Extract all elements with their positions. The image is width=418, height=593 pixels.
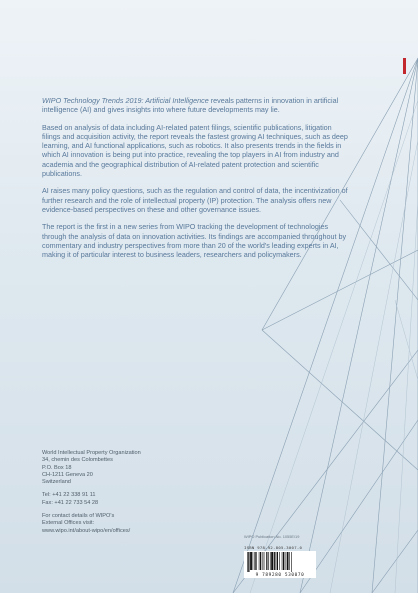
barcode-bar	[287, 552, 289, 570]
red-accent-mark	[403, 58, 406, 74]
barcode-bar	[276, 552, 277, 570]
barcode-bar	[248, 552, 249, 572]
description-paragraph-2: Based on analysis of data including AI-related patent filings, scientific publications, litigation filings and acquisition activity, the report reveals the fastest growing AI techniques, such as deep learning, and AI functional applications, such as robotics. It also presents trends in the fields in which AI innovation is being put into practice, revealing the top players in AI from industry and academia and the geographical distribution of AI-related patent protection and scientific publications.	[42, 122, 348, 179]
description-text	[42, 96, 352, 267]
contact-address	[42, 450, 212, 541]
contact-line-2: External Offices visit:	[42, 520, 95, 527]
telephone: Tel: +41 22 338 91 11	[42, 492, 96, 499]
barcode-bar	[266, 552, 267, 570]
offices-url[interactable]: www.wipo.int/about-wipo/en/offices/	[42, 527, 131, 534]
street-address: 34, chemin des Colombettes	[42, 457, 113, 464]
isbn: ISBN 978-92-805-3007-0	[244, 545, 303, 550]
barcode-bar	[285, 552, 286, 570]
city: CH-1211 Geneva 20	[42, 471, 93, 478]
barcode-bar	[283, 552, 284, 570]
postal-address	[42, 450, 212, 486]
barcode-digits: 9 789280 530070	[244, 573, 316, 578]
barcode-bar	[274, 552, 275, 570]
barcode-bar	[253, 552, 254, 570]
barcode-bar	[271, 552, 273, 570]
barcode-bar	[264, 552, 265, 570]
barcode-bar	[259, 552, 260, 570]
barcode-bar	[282, 552, 283, 570]
barcode-bars	[246, 552, 314, 572]
organization-name: World Intellectual Property Organization	[42, 450, 141, 456]
barcode-bar	[279, 552, 280, 570]
barcode-bar	[270, 552, 271, 570]
barcode-bar	[256, 552, 257, 570]
barcode-bar	[250, 552, 252, 570]
fax: Fax: +41 22 733 54 28	[42, 499, 99, 506]
country: Switzerland	[42, 479, 71, 486]
barcode-bar	[289, 552, 290, 570]
phone-numbers	[42, 492, 212, 507]
description-paragraph-3: AI raises many policy questions, such as the regulation and control of data, the incentivization of further research and the role of intellectual property (IP) protection. The analysis offers new evidence-based perspectives on these and other governance issues.	[42, 186, 348, 214]
description-paragraph-1: WIPO Technology Trends 2019: Artificial Intelligence reveals patterns in innovation in artificial intelligence (AI) and gives insights into where future developments may lie.	[42, 96, 339, 115]
barcode	[244, 551, 316, 578]
barcode-bar	[291, 552, 292, 572]
barcode-bar	[277, 552, 278, 570]
barcode-bar	[254, 552, 255, 570]
barcode-bar	[263, 552, 264, 570]
publication-number: WIPO Publication No. 1055E/19	[244, 534, 300, 539]
barcode-bar	[247, 552, 248, 572]
external-offices	[42, 513, 212, 535]
po-box: P.O. Box 18	[42, 464, 72, 471]
contact-line-1: For contact details of WIPO's	[42, 513, 115, 520]
report-title: WIPO Technology Trends 2019: Artificial Intelligence	[42, 96, 209, 105]
barcode-bar	[268, 552, 269, 570]
description-paragraph-4: The report is the first in a new series from WIPO tracking the development of technologies through the analysis of data on innovation activities. Its findings are accompanied throughout by commentary and industry perspectives from more than 20 of the world's leading experts in AI, making it of particular interest to business leaders, researchers and policymakers.	[42, 222, 347, 260]
barcode-bar	[260, 552, 261, 570]
